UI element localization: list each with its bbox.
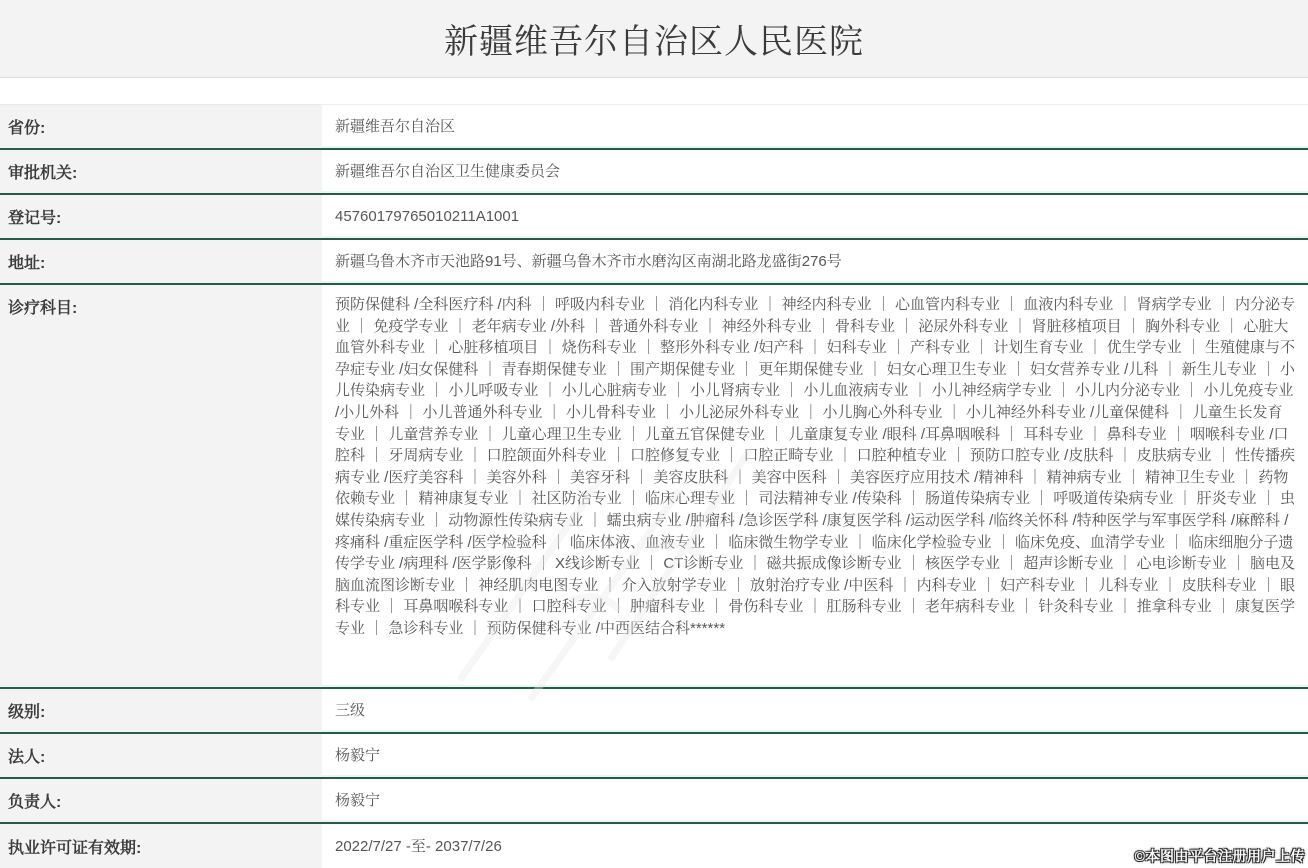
- table-row-level: [0, 689, 1308, 734]
- page-title: 新疆维吾尔自治区人民医院: [444, 23, 864, 61]
- row-value: 预防保健科 /全科医疗科 /内科 ｜ 呼吸内科专业 ｜ 消化内科专业 ｜ 神经内科专业 ｜ 心血管内科专业 ｜ 血液内科专业 ｜ 肾病学专业 ｜ 内分泌专业 ｜ 免疫学专业 ｜ 老年病专业 /外科 ｜ 普通外科专业 ｜ 神经外科专业 ｜ 骨科专业 ｜ 泌尿外科专业 ｜ 肾脏移植项目 ｜ 胸外科专业 ｜ 心脏大血管外科专业 ｜ 心脏移植项目 ｜ 烧伤科专业 ｜ 整形外科专业 /妇产科 ｜ 妇科专业 ｜ 产科专业 ｜ 计划生育专业 ｜ 优生学专业 ｜ 生殖健康与不孕症专业 /妇女保健科 ｜ 青春期保健专业 ｜ 围产期保健专业 ｜ 更年期保健专业 ｜ 妇女心理卫生专业 ｜ 妇女营养专业 /儿科 ｜ 新生儿专业 ｜ 小儿传染病专业 ｜ 小儿呼吸专业 ｜ 小儿心脏病专业 ｜ 小儿肾病专业 ｜ 小儿血液病专业 ｜ 小儿神经病学专业 ｜ 小儿内分泌专业 ｜ 小儿免疫专业 /小儿外科 ｜ 小儿普通外科专业 ｜ 小儿骨科专业 ｜ 小儿泌尿外科专业 ｜ 小儿胸心外科专业 ｜ 小儿神经外科专业 /儿童保健科 ｜ 儿童生长发育专业 ｜ 儿童营养专业 ｜ 儿童心理卫生专业 ｜ 儿童五官保健专业 ｜ 儿童康复专业 /眼科 /耳鼻咽喉科 ｜ 耳科专业 ｜ 鼻科专业 ｜ 咽喉科专业 /口腔科 ｜ 牙周病专业 ｜ 口腔颌面外科专业 ｜ 口腔修复专业 ｜ 口腔正畸专业 ｜ 口腔种植专业 ｜ 预防口腔专业 /皮肤科 ｜ 皮肤病专业 ｜ 性传播疾病专业 /医疗美容科 ｜ 美容外科 ｜ 美容牙科 ｜ 美容皮肤科 ｜ 美容中医科 ｜ 美容医疗应用技术 /精神科 ｜ 精神病专业 ｜ 精神卫生专业 ｜ 药物依赖专业 ｜ 精神康复专业 ｜ 社区防治专业 ｜ 临床心理专业 ｜ 司法精神专业 /传染科 ｜ 肠道传染病专业 ｜ 呼吸道传染病专业 ｜ 肝炎专业 ｜ 虫媒传染病专业 ｜ 动物源性传染病专业 ｜ 蠕虫病专业 /肿瘤科 /急诊医学科 /康复医学科 /运动医学科 /临终关怀科 /特种医学与军事医学科 /麻醉科 /疼痛科 /重症医学科 /医学检验科 ｜ 临床体液、血液专业 ｜ 临床微生物学专业 ｜ 临床化学检验专业 ｜ 临床免疫、血清学专业 ｜ 临床细胞分子遗传学专业 /病理科 /医学影像科 ｜ X线诊断专业 ｜ CT诊断专业 ｜ 磁共振成像诊断专业 ｜ 核医学专业 ｜ 超声诊断专业 ｜ 心电诊断专业 ｜ 脑电及脑血流图诊断专业 ｜ 神经肌肉电图专业 ｜ 介入放射学专业 ｜ 放射治疗专业 /中医科 ｜ 内科专业 ｜ 妇产科专业 ｜ 儿科专业 ｜ 皮肤科专业 ｜ 眼科专业 ｜ 耳鼻咽喉科专业 ｜ 口腔科专业 ｜ 肿瘤科专业 ｜ 骨伤科专业 ｜ 肛肠科专业 ｜ 老年病科专业 ｜ 针灸科专业 ｜ 推拿科专业 ｜ 康复医学专业 ｜ 急诊科专业 ｜ 预防保健科专业 /中西医结合科******: [335, 296, 1296, 637]
- row-value: 杨毅宁: [335, 791, 381, 809]
- row-value: 2022/7/27 -至- 2037/7/26: [335, 837, 502, 855]
- table-row-registration-number: [0, 195, 1308, 240]
- table-row-approval-authority: [0, 150, 1308, 195]
- table-row-medical-subjects: [0, 285, 1308, 689]
- row-value: 新疆维吾尔自治区: [335, 117, 456, 135]
- table-row-address: [0, 240, 1308, 285]
- table-row-legal-person: [0, 734, 1308, 779]
- row-label: 诊疗科目:: [0, 285, 322, 687]
- row-value: 杨毅宁: [335, 746, 381, 764]
- uploader-watermark: ©本图由平台注册用户上传: [1134, 848, 1305, 864]
- row-label: 省份:: [0, 105, 322, 148]
- row-label: 法人:: [0, 734, 322, 777]
- row-label: 执业许可证有效期:: [0, 824, 322, 868]
- row-value: 45760179765010211A1001: [335, 207, 520, 225]
- table-row-person-in-charge: [0, 779, 1308, 824]
- hospital-info-table: [0, 104, 1308, 868]
- row-label: 地址:: [0, 240, 322, 283]
- table-row-province: [0, 105, 1308, 150]
- table-row-license-validity: [0, 824, 1308, 868]
- page-header: [0, 0, 1308, 78]
- row-value: 新疆乌鲁木齐市天池路91号、新疆乌鲁木齐市水磨沟区南湖北路龙盛街276号: [335, 252, 842, 270]
- row-label: 负责人:: [0, 779, 322, 822]
- row-label: 登记号:: [0, 195, 322, 238]
- row-value: 新疆维吾尔自治区卫生健康委员会: [335, 162, 561, 180]
- row-label: 审批机关:: [0, 150, 322, 193]
- row-label: 级别:: [0, 689, 322, 732]
- row-value: 三级: [335, 701, 366, 719]
